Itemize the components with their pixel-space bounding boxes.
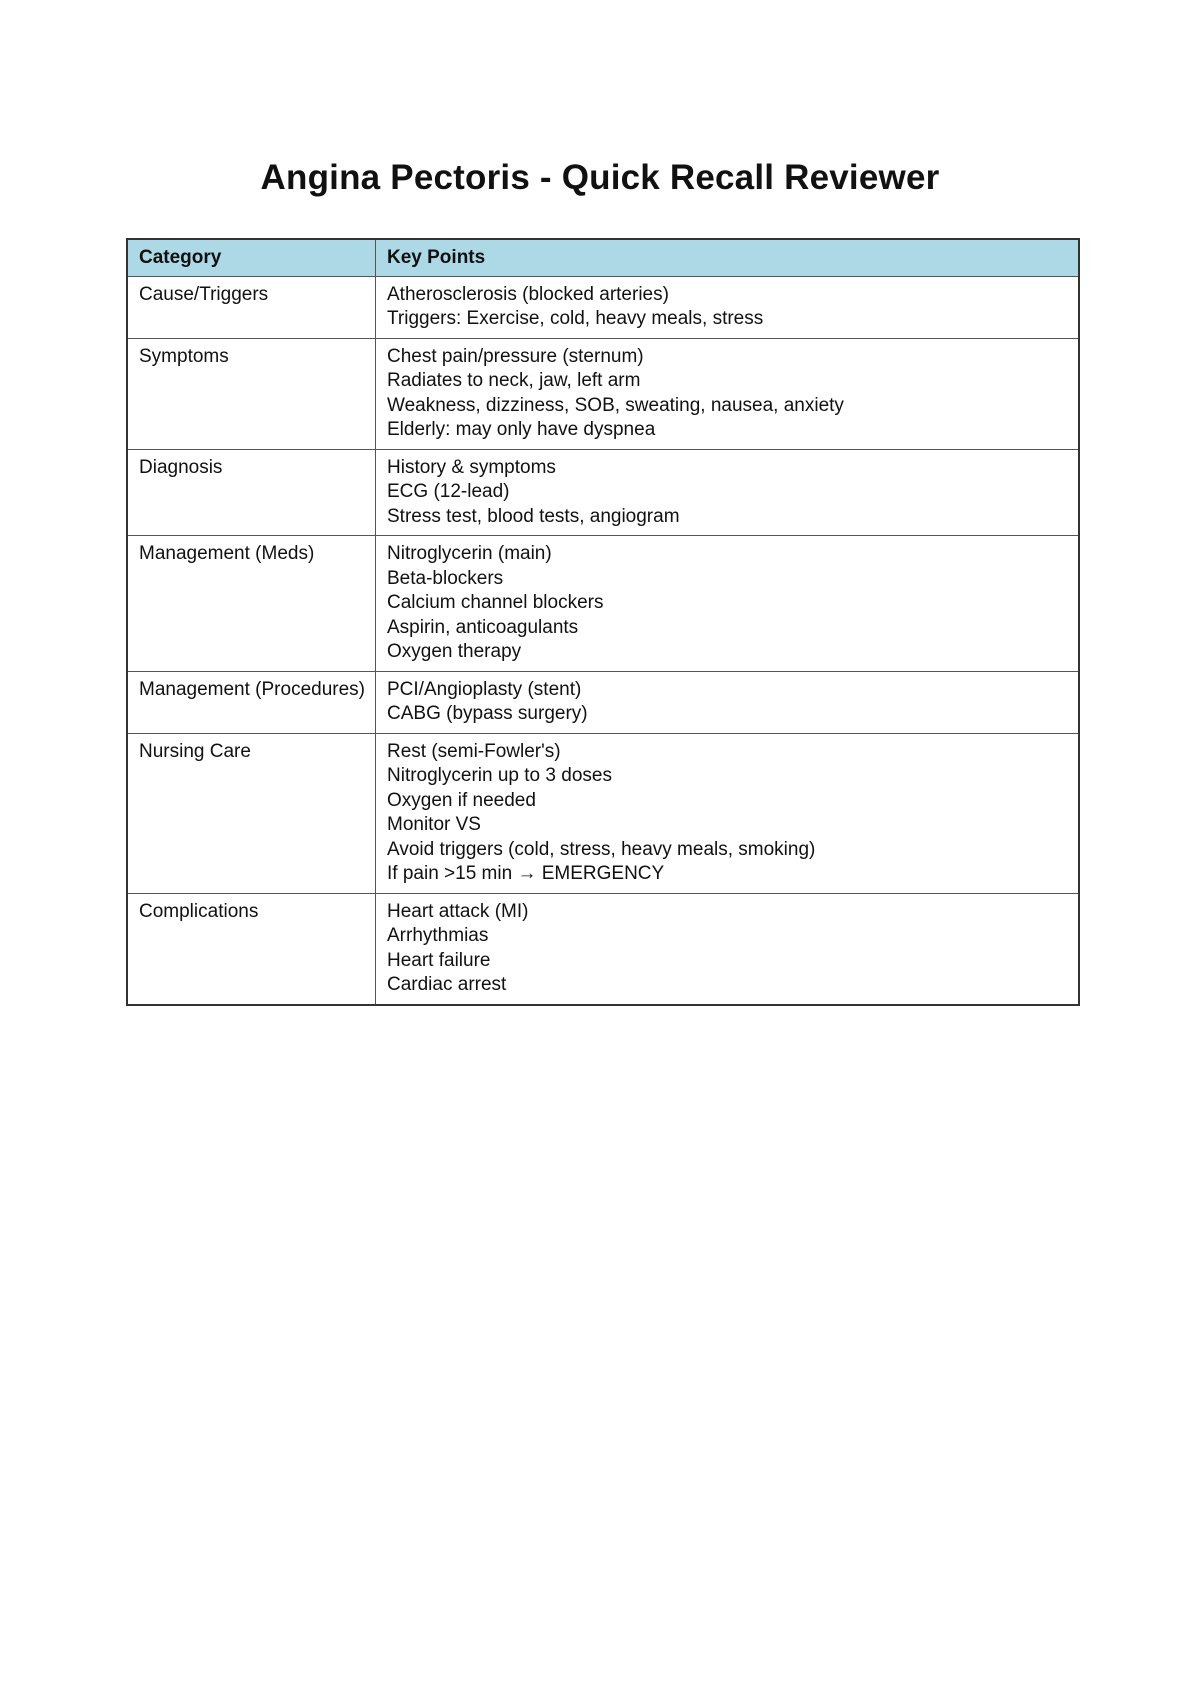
reviewer-table-container: [126, 238, 1080, 1006]
key-point-line: Triggers: Exercise, cold, heavy meals, stress: [387, 308, 764, 329]
key-points-cell: [376, 733, 1080, 893]
key-point-line: Nitroglycerin up to 3 doses: [387, 765, 612, 786]
key-point-line: Monitor VS: [387, 814, 481, 835]
key-point-line: If pain >15 min → EMERGENCY: [387, 863, 665, 884]
key-point-line: CABG (bypass surgery): [387, 703, 588, 724]
key-points-cell: [376, 338, 1080, 449]
reviewer-table: [126, 238, 1080, 1006]
category-cell: Cause/Triggers: [127, 276, 376, 338]
key-points-cell: [376, 536, 1080, 672]
category-cell: Diagnosis: [127, 449, 376, 536]
key-point-line: Oxygen if needed: [387, 789, 536, 811]
table-row: [127, 671, 1079, 733]
key-point-line: Oxygen therapy: [387, 641, 522, 662]
column-header-category: Category: [127, 239, 376, 276]
key-points-cell: [376, 671, 1080, 733]
table-row: [127, 449, 1079, 536]
key-point-line: Weakness, dizziness, SOB, sweating, nausea, anxiety: [387, 394, 844, 416]
category-cell: Management (Procedures): [127, 671, 376, 733]
key-point-line: Elderly: may only have dyspnea: [387, 419, 656, 440]
table-body: [127, 276, 1079, 1005]
key-point-line: Arrhythmias: [387, 925, 489, 946]
table-row: [127, 338, 1079, 449]
key-points-cell: [376, 449, 1080, 536]
table-row: [127, 276, 1079, 338]
key-points-cell: [376, 893, 1080, 1005]
key-point-line: Aspirin, anticoagulants: [387, 616, 579, 638]
page-title: Angina Pectoris - Quick Recall Reviewer: [260, 158, 940, 197]
table-row: [127, 893, 1079, 1005]
category-cell: Symptoms: [127, 338, 376, 449]
key-point-line: Atherosclerosis (blocked arteries): [387, 283, 669, 305]
key-point-line: Heart failure: [387, 949, 491, 971]
key-points-cell: [376, 276, 1080, 338]
key-point-line: PCI/Angioplasty (stent): [387, 678, 582, 700]
key-point-line: History & symptoms: [387, 456, 556, 478]
key-point-line: Heart attack (MI): [387, 900, 529, 922]
key-point-line: Cardiac arrest: [387, 974, 507, 995]
table-row: [127, 733, 1079, 893]
key-point-line: Chest pain/pressure (sternum): [387, 345, 644, 367]
key-point-line: Radiates to neck, jaw, left arm: [387, 370, 641, 391]
category-cell: Nursing Care: [127, 733, 376, 893]
table-row: [127, 536, 1079, 672]
key-point-line: Calcium channel blockers: [387, 592, 604, 613]
table-header-row: [127, 239, 1079, 276]
key-point-line: Stress test, blood tests, angiogram: [387, 505, 680, 527]
key-point-line: ECG (12-lead): [387, 481, 510, 502]
key-point-line: Rest (semi-Fowler's): [387, 740, 561, 762]
key-point-line: Avoid triggers (cold, stress, heavy meals, smoking): [387, 838, 816, 860]
key-point-line: Beta-blockers: [387, 567, 504, 589]
category-cell: Management (Meds): [127, 536, 376, 672]
column-header-key-points: Key Points: [376, 239, 1080, 276]
key-point-line: Nitroglycerin (main): [387, 543, 552, 564]
category-cell: Complications: [127, 893, 376, 1005]
